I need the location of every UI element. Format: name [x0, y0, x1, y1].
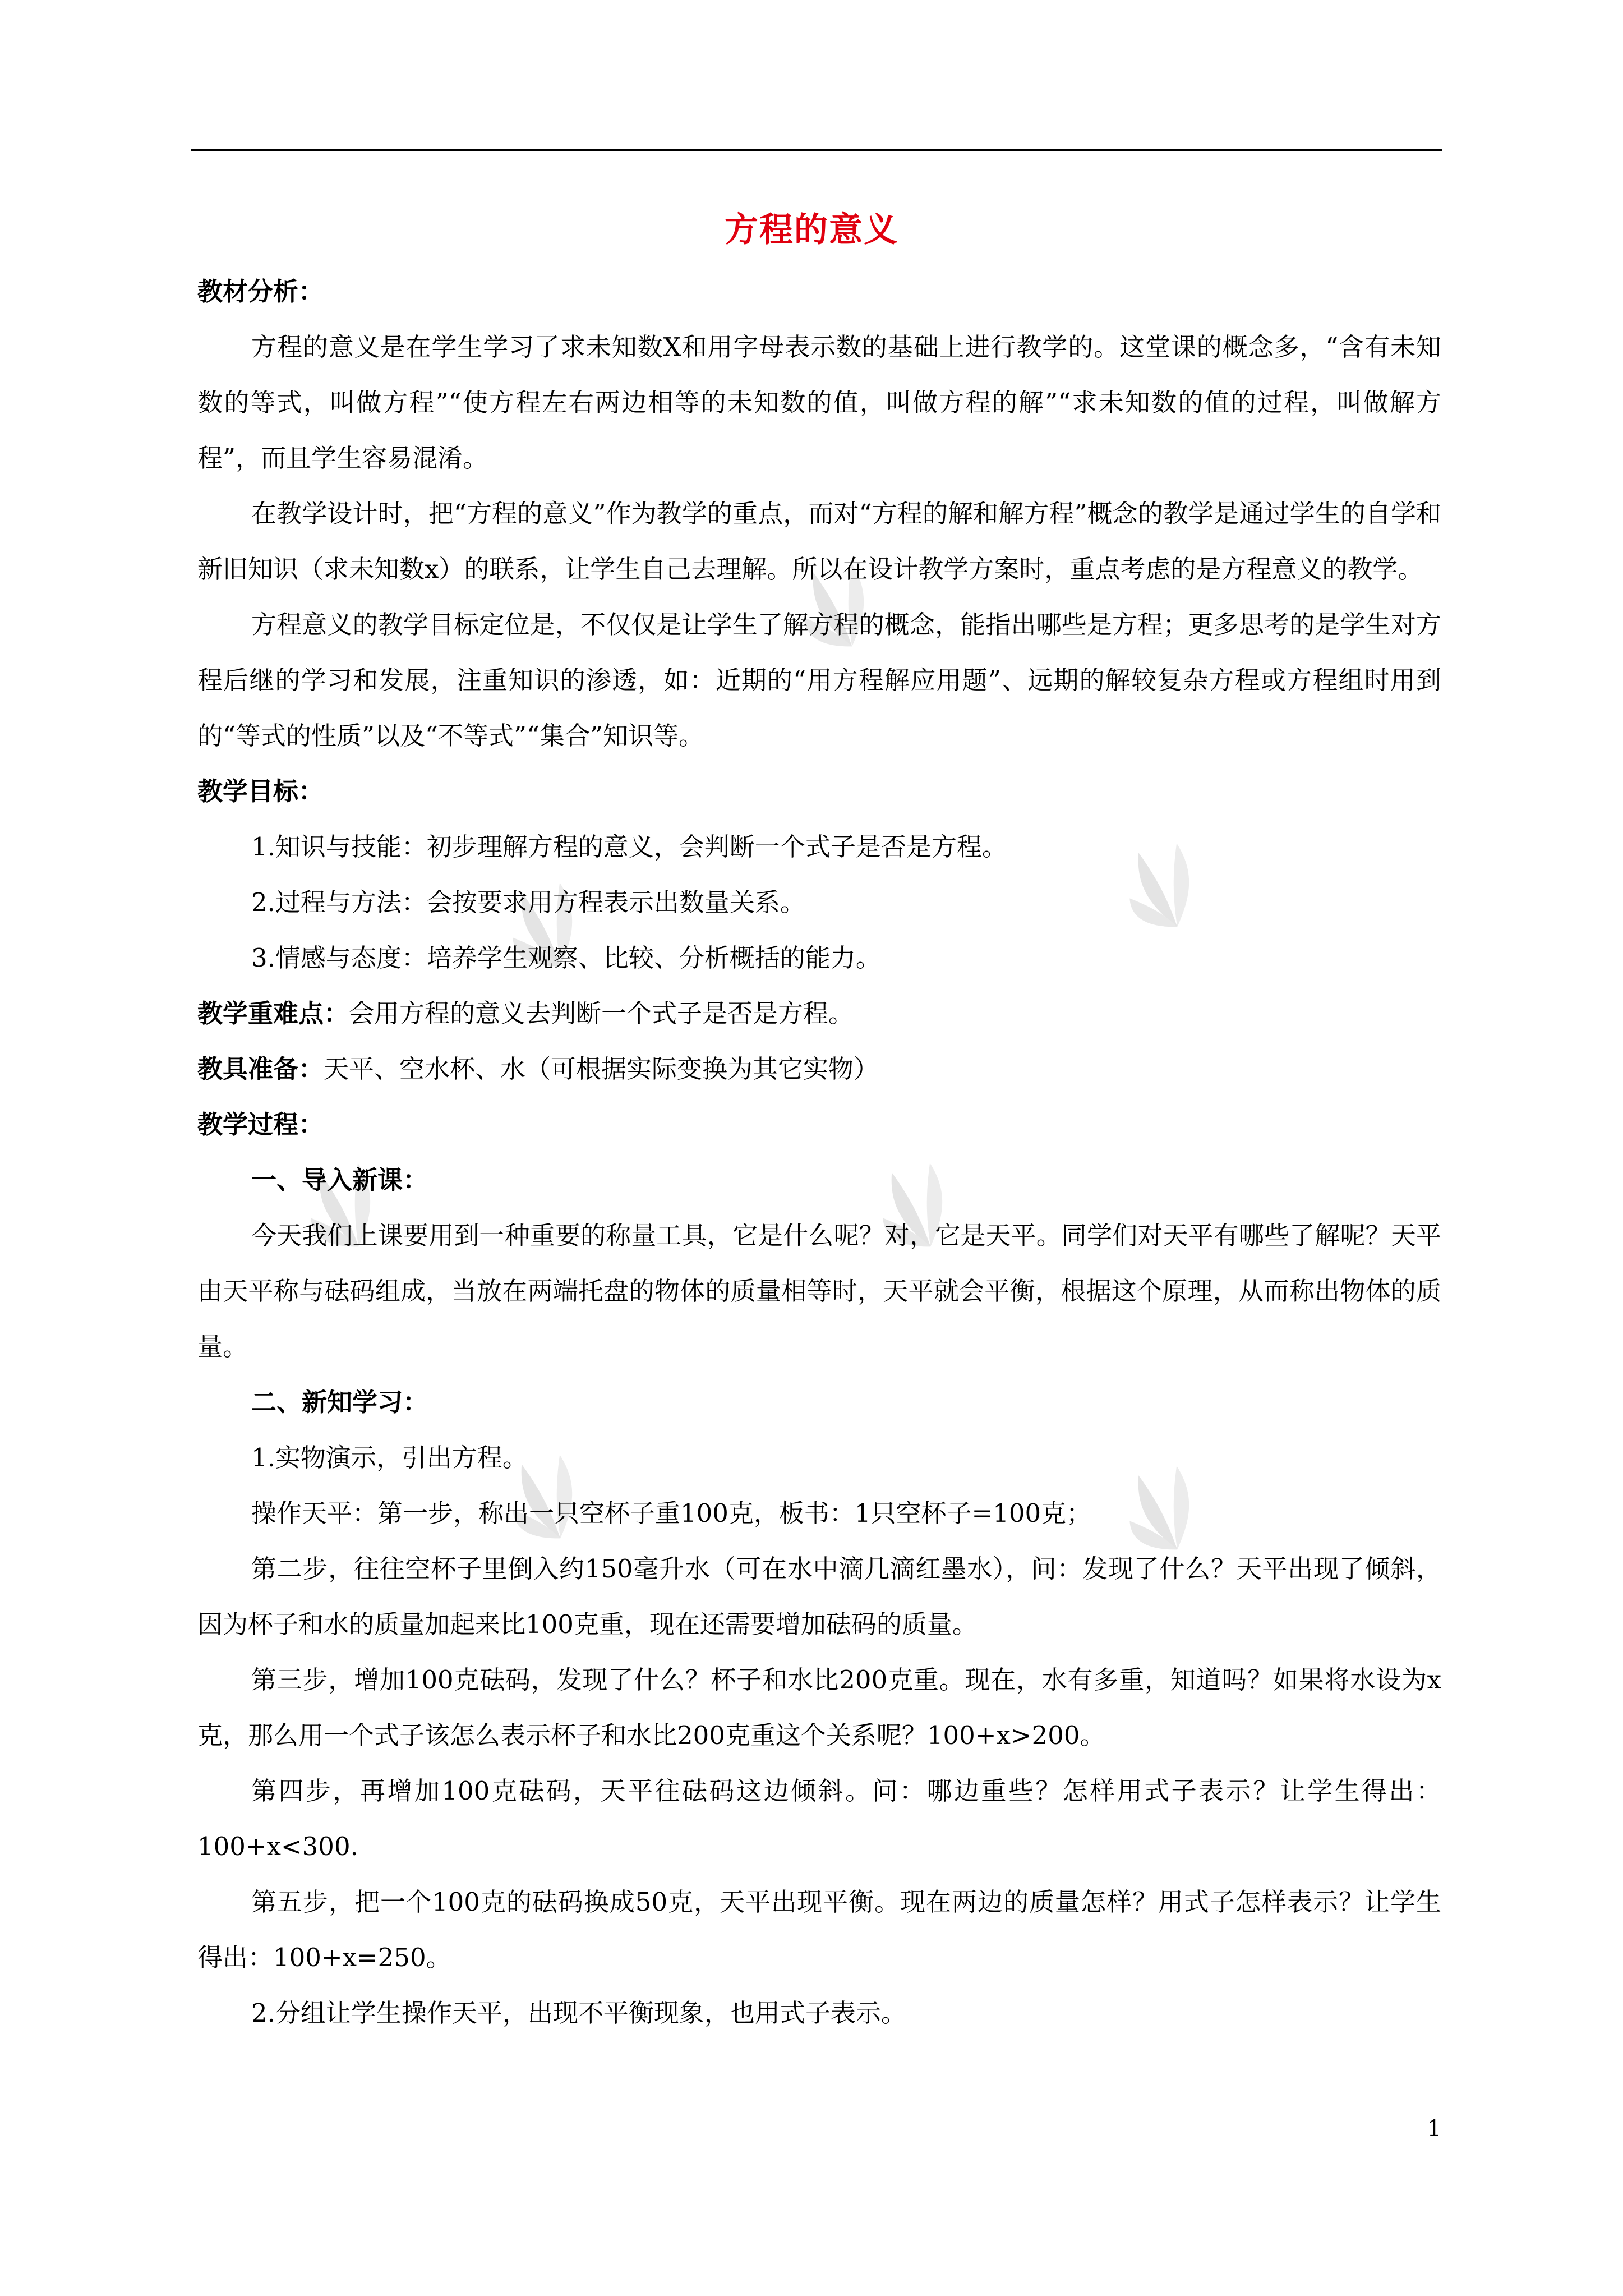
- page-number: 1: [1427, 2116, 1441, 2142]
- analysis-paragraph: 在教学设计时，把“方程的意义”作为教学的重点，而对“方程的解和解方程”概念的教学是通过学生的自学和新旧知识（求未知数x）的联系，让学生自己去理解。所以在设计教学方案时，重点考虑的是方程意义的教学。: [197, 499, 1441, 584]
- document-body: [197, 264, 1441, 2041]
- goal-item: 1.知识与技能：初步理解方程的意义，会判断一个式子是否是方程。: [251, 832, 1007, 862]
- section-heading-process: 教学过程：: [197, 1110, 324, 1139]
- part2-paragraph: 第三步，增加100克砝码，发现了什么？杯子和水比200克重。现在，水有多重，知道吗？如果将水设为x克，那么用一个式子该怎么表示杯子和水比200克重这个关系呢？100+x>200。: [197, 1665, 1441, 1750]
- part2-paragraph: 第二步，往往空杯子里倒入约150毫升水（可在水中滴几滴红墨水），问：发现了什么？天平出现了倾斜，因为杯子和水的质量加起来比100克重，现在还需要增加砝码的质量。: [197, 1554, 1441, 1639]
- header-divider: [191, 149, 1442, 151]
- goal-item: 3.情感与态度：培养学生观察、比较、分析概括的能力。: [251, 943, 881, 973]
- tools-label: 教具准备：: [197, 1054, 324, 1084]
- tools-text: 天平、空水杯、水（可根据实际变换为其它实物）: [324, 1054, 879, 1084]
- part2-paragraph: 2.分组让学生操作天平，出现不平衡现象，也用式子表示。: [251, 1998, 906, 2028]
- key-difficulty-line: [197, 986, 1441, 1041]
- tools-line: [197, 1041, 1441, 1097]
- part2-paragraph: 操作天平：第一步，称出一只空杯子重100克，板书：1只空杯子=100克；: [251, 1498, 1092, 1528]
- key-difficulty-label: 教学重难点：: [197, 999, 349, 1028]
- section-heading-analysis: 教材分析：: [197, 277, 324, 306]
- section-heading-goals: 教学目标：: [197, 776, 324, 806]
- document-title: 方程的意义: [725, 210, 898, 250]
- analysis-paragraph: 方程的意义是在学生学习了求未知数X和用字母表示数的基础上进行教学的。这堂课的概念多，“含有未知数的等式，叫做方程”“使方程左右两边相等的未知数的值，叫做方程的解”“求未知数的值的过程，叫做解方程”，而且学生容易混淆。: [197, 332, 1441, 473]
- goal-item: 2.过程与方法：会按要求用方程表示出数量关系。: [251, 887, 805, 917]
- part2-paragraph: 第五步，把一个100克的砝码换成50克，天平出现平衡。现在两边的质量怎样？用式子怎样表示？让学生得出：100+x=250。: [197, 1887, 1441, 1972]
- analysis-paragraph: 方程意义的教学目标定位是，不仅仅是让学生了解方程的概念，能指出哪些是方程；更多思考的是学生对方程后继的学习和发展，注重知识的渗透，如：近期的“用方程解应用题”、远期的解较复杂方程或方程组时用到的“等式的性质”以及“不等式”“集合”知识等。: [197, 610, 1441, 751]
- part1-heading: 一、导入新课：: [251, 1165, 428, 1195]
- part2-paragraph: 1.实物演示，引出方程。: [251, 1443, 528, 1473]
- part2-paragraph: 第四步，再增加100克砝码，天平往砝码这边倾斜。问：哪边重些？怎样用式子表示？让学生得出：100+x<300.: [197, 1776, 1441, 1861]
- key-difficulty-text: 会用方程的意义去判断一个式子是否是方程。: [349, 999, 854, 1028]
- part2-heading: 二、新知学习：: [251, 1387, 428, 1417]
- part1-paragraph: 今天我们上课要用到一种重要的称量工具，它是什么呢？对，它是天平。同学们对天平有哪些了解呢？天平由天平称与砝码组成，当放在两端托盘的物体的质量相等时，天平就会平衡，根据这个原理，从而称出物体的质量。: [197, 1221, 1441, 1361]
